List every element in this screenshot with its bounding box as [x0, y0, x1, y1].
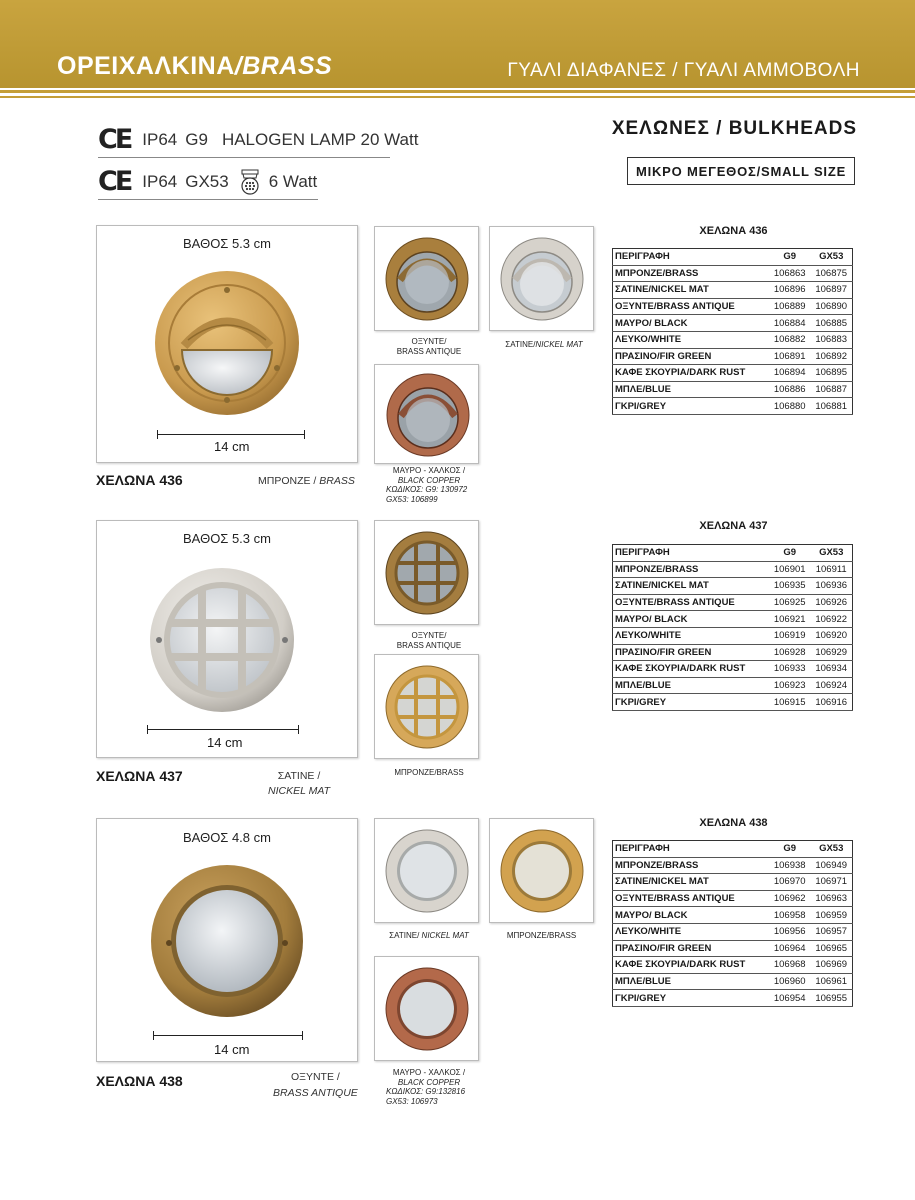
- column-header: ΠΕΡΙΓΡΑΦΗ: [613, 249, 769, 266]
- gx53-code-cell: 106892: [810, 348, 852, 365]
- description-cell: ΣΑΤΙΝΕ/NICKEL MAT: [613, 874, 769, 891]
- dimension-tick: [302, 1031, 303, 1040]
- table-row: [613, 298, 853, 315]
- thumb-437-brass: [374, 654, 479, 759]
- model-name: ΧΕΛΩΝΑ 438: [96, 1073, 183, 1089]
- description-cell: ΚΑΦΕ ΣΚΟΥΡΙΑ/DARK RUST: [613, 365, 769, 382]
- spec-ip: IP64: [142, 129, 178, 149]
- dimension-line: [157, 434, 305, 435]
- g9-code-cell: 106938: [769, 857, 810, 874]
- finish-gr: ΟΞΥΝΤΕ /: [290, 1071, 340, 1083]
- dimension-tick: [147, 725, 148, 734]
- dimension-tick: [304, 430, 305, 439]
- table-header-row: [613, 545, 853, 562]
- depth-label: ΒΑΘΟΣ 5.3 cm: [183, 531, 271, 546]
- gx53-code-cell: 106949: [810, 857, 852, 874]
- table-row: [613, 940, 853, 957]
- thumb-436-antique: [374, 226, 479, 331]
- spec-socket: GX53: [185, 171, 229, 191]
- spec-line-gx53: [98, 166, 325, 197]
- gx53-code-cell: 106959: [810, 907, 852, 924]
- dimension-tick: [153, 1031, 154, 1040]
- gx53-code-cell: 106934: [810, 661, 852, 678]
- description-cell: ΜΠΛΕ/BLUE: [613, 381, 769, 398]
- gx53-code-cell: 106936: [810, 578, 852, 595]
- table-row: [613, 331, 853, 348]
- bulkhead-437-brass-image: [384, 664, 470, 750]
- table-title: ΧΕΛΩΝΑ 437: [699, 520, 768, 532]
- gx53-code-cell: 106916: [810, 694, 852, 711]
- gx53-code-cell: 106965: [810, 940, 852, 957]
- depth-label: ΒΑΘΟΣ 5.3 cm: [183, 236, 271, 251]
- width-label: 14 cm: [214, 439, 250, 454]
- table-row: [613, 315, 853, 332]
- caption-line: ΜΑΥΡΟ - ΧΑΛΚΟΣ /: [392, 466, 466, 475]
- g9-code-cell: 106915: [769, 694, 810, 711]
- header-rule: [0, 96, 915, 98]
- thumb-caption: [374, 337, 484, 356]
- description-cell: ΣΑΤΙΝΕ/NICKEL MAT: [613, 578, 769, 595]
- dimension-tick: [298, 725, 299, 734]
- finish-en: BRASS: [319, 475, 355, 487]
- caption-line: ΚΩΔΙΚΟΣ: G9:132816: [386, 1087, 466, 1096]
- thumb-caption: [370, 931, 488, 941]
- caption-line: BRASS ANTIQUE: [396, 346, 462, 356]
- column-header: ΠΕΡΙΓΡΑΦΗ: [613, 545, 769, 562]
- model-name: ΧΕΛΩΝΑ 436: [96, 472, 183, 488]
- thumb-437-antique: [374, 520, 479, 625]
- bulkhead-436-copper-image: [385, 372, 471, 458]
- spec-rule: [98, 157, 390, 158]
- column-header: G9: [769, 249, 810, 266]
- g9-code-cell: 106880: [769, 398, 810, 415]
- dimension-line: [147, 729, 299, 730]
- description-cell: ΓΚΡΙ/GREY: [613, 398, 769, 415]
- g9-code-cell: 106923: [769, 677, 810, 694]
- caption-gr: ΣΑΤΙΝΕ/: [389, 931, 420, 940]
- spec-lamp: 6 Watt: [268, 171, 318, 191]
- table-row: [613, 857, 853, 874]
- spec-ip: IP64: [142, 171, 178, 191]
- column-header: G9: [769, 841, 810, 858]
- table-row: [613, 957, 853, 974]
- description-cell: ΚΑΦΕ ΣΚΟΥΡΙΑ/DARK RUST: [613, 661, 769, 678]
- table-row: [613, 365, 853, 382]
- bulkhead-438-brass-image: [499, 828, 585, 914]
- description-cell: ΓΚΡΙ/GREY: [613, 694, 769, 711]
- code-table-437: [612, 544, 853, 711]
- description-cell: ΛΕΥΚΟ/WHITE: [613, 923, 769, 940]
- g9-code-cell: 106960: [769, 973, 810, 990]
- thumb-438-nickel: [374, 818, 479, 923]
- gx53-code-cell: 106881: [810, 398, 852, 415]
- gx53-code-cell: 106887: [810, 381, 852, 398]
- description-cell: ΜΑΥΡΟ/ BLACK: [613, 315, 769, 332]
- table-row: [613, 398, 853, 415]
- ce-mark: CE: [98, 124, 131, 155]
- g9-code-cell: 106891: [769, 348, 810, 365]
- brand-title-sep: /: [234, 52, 243, 80]
- g9-code-cell: 106863: [769, 265, 810, 282]
- description-cell: ΠΡΑΣΙΝΟ/FIR GREEN: [613, 348, 769, 365]
- finish-en: BRASS ANTIQUE: [273, 1087, 358, 1099]
- table-header-row: [613, 841, 853, 858]
- g9-code-cell: 106886: [769, 381, 810, 398]
- description-cell: ΛΕΥΚΟ/WHITE: [613, 331, 769, 348]
- description-cell: ΜΠΡΟΝΖΕ/BRASS: [613, 857, 769, 874]
- g9-code-cell: 106933: [769, 661, 810, 678]
- caption-en: NICKEL MAT: [421, 931, 469, 940]
- width-label: 14 cm: [207, 735, 243, 750]
- description-cell: ΚΑΦΕ ΣΚΟΥΡΙΑ/DARK RUST: [613, 957, 769, 974]
- gx53-code-cell: 106963: [810, 890, 852, 907]
- bulkhead-437-antique-image: [384, 530, 470, 616]
- g9-code-cell: 106882: [769, 331, 810, 348]
- finish-en: NICKEL MAT: [268, 785, 331, 797]
- g9-code-cell: 106896: [769, 282, 810, 299]
- gx53-code-cell: 106924: [810, 677, 852, 694]
- dimension-tick: [157, 430, 158, 439]
- bulkhead-438-nickel-image: [384, 828, 470, 914]
- bulkhead-436-antique-image: [384, 236, 470, 322]
- table-row: [613, 611, 853, 628]
- caption-gr: ΣΑΤΙΝΕ/: [505, 340, 536, 349]
- product-photo-437: [96, 520, 358, 758]
- description-cell: ΟΞΥΝΤΕ/BRASS ANTIQUE: [613, 890, 769, 907]
- gx53-code-cell: 106926: [810, 594, 852, 611]
- table-row: [613, 923, 853, 940]
- g9-code-cell: 106894: [769, 365, 810, 382]
- header-rule: [0, 90, 915, 93]
- table-row: [613, 990, 853, 1007]
- gx53-code-cell: 106957: [810, 923, 852, 940]
- gx53-code-cell: 106911: [810, 561, 852, 578]
- finish-gr: ΣΑΤΙΝΕ /: [277, 770, 321, 782]
- table-row: [613, 874, 853, 891]
- table-row: [613, 348, 853, 365]
- gx53-code-cell: 106875: [810, 265, 852, 282]
- g9-code-cell: 106956: [769, 923, 810, 940]
- thumb-438-copper: [374, 956, 479, 1061]
- thumb-caption: [374, 466, 484, 504]
- g9-code-cell: 106935: [769, 578, 810, 595]
- caption-line: BLACK COPPER: [397, 475, 461, 485]
- table-row: [613, 907, 853, 924]
- finish-label: [273, 1069, 358, 1101]
- table-row: [613, 627, 853, 644]
- g9-code-cell: 106970: [769, 874, 810, 891]
- table-row: [613, 282, 853, 299]
- gx53-code-cell: 106920: [810, 627, 852, 644]
- table-row: [613, 694, 853, 711]
- table-header-row: [613, 249, 853, 266]
- thumb-436-copper: [374, 364, 479, 464]
- caption-line: BRASS ANTIQUE: [396, 640, 462, 650]
- g9-code-cell: 106964: [769, 940, 810, 957]
- gx53-code-cell: 106922: [810, 611, 852, 628]
- spec-socket: G9: [185, 129, 208, 149]
- description-cell: ΓΚΡΙ/GREY: [613, 990, 769, 1007]
- gx53-code-cell: 106955: [810, 990, 852, 1007]
- description-cell: ΜΑΥΡΟ/ BLACK: [613, 611, 769, 628]
- description-cell: ΠΡΑΣΙΝΟ/FIR GREEN: [613, 644, 769, 661]
- g9-code-cell: 106928: [769, 644, 810, 661]
- caption-line: ΟΞΥΝΤΕ/: [411, 337, 447, 346]
- size-badge: ΜΙΚΡΟ ΜΕΓΕΘΟΣ/SMALL SIZE: [627, 157, 855, 185]
- spec-line-g9: [98, 124, 426, 155]
- table-row: [613, 661, 853, 678]
- bulkhead-438-copper-image: [384, 966, 470, 1052]
- bulkhead-436-nickel-image: [499, 236, 585, 322]
- spec-rule: [98, 199, 318, 200]
- description-cell: ΜΠΛΕ/BLUE: [613, 677, 769, 694]
- finish-gr: ΜΠΡΟΝΖΕ /: [258, 475, 317, 487]
- description-cell: ΜΠΡΟΝΖΕ/BRASS: [613, 265, 769, 282]
- table-row: [613, 677, 853, 694]
- g9-code-cell: 106889: [769, 298, 810, 315]
- g9-code-cell: 106884: [769, 315, 810, 332]
- gx53-code-cell: 106971: [810, 874, 852, 891]
- description-cell: ΜΠΛΕ/BLUE: [613, 973, 769, 990]
- product-photo-436: [96, 225, 358, 463]
- table-row: [613, 561, 853, 578]
- table-row: [613, 594, 853, 611]
- description-cell: ΣΑΤΙΝΕ/NICKEL MAT: [613, 282, 769, 299]
- caption-line: ΚΩΔΙΚΟΣ: G9: 130972: [386, 485, 468, 494]
- table-row: [613, 578, 853, 595]
- thumb-436-nickel: [489, 226, 594, 331]
- finish-label: [268, 769, 330, 799]
- gx53-code-cell: 106929: [810, 644, 852, 661]
- depth-label: ΒΑΘΟΣ 4.8 cm: [183, 830, 271, 845]
- g9-code-cell: 106962: [769, 890, 810, 907]
- caption-line: GX53: 106973: [386, 1096, 438, 1106]
- dimension-line: [153, 1035, 303, 1036]
- width-label: 14 cm: [214, 1042, 250, 1057]
- section-title: ΧΕΛΩΝΕΣ / BULKHEADS: [611, 118, 857, 139]
- g9-code-cell: 106921: [769, 611, 810, 628]
- column-header: GX53: [810, 841, 852, 858]
- ce-mark: CE: [98, 166, 131, 197]
- g9-code-cell: 106954: [769, 990, 810, 1007]
- caption-line: ΜΠΡΟΝΖΕ/BRASS: [506, 931, 577, 940]
- gx53-code-cell: 106885: [810, 315, 852, 332]
- gx53-code-cell: 106890: [810, 298, 852, 315]
- brand-title-gr: ΟΡΕΙΧΑΛΚΙΝΑ: [57, 52, 235, 80]
- column-header: GX53: [810, 249, 852, 266]
- table-row: [613, 381, 853, 398]
- gx53-code-cell: 106969: [810, 957, 852, 974]
- thumb-caption: [374, 631, 484, 650]
- gx53-code-cell: 106883: [810, 331, 852, 348]
- caption-en: NICKEL MAT: [535, 340, 583, 349]
- caption-line: ΜΑΥΡΟ - ΧΑΛΚΟΣ /: [392, 1068, 466, 1077]
- thumb-438-brass: [489, 818, 594, 923]
- gx53-code-cell: 106961: [810, 973, 852, 990]
- table-row: [613, 265, 853, 282]
- bulkhead-437-nickel-image: [147, 565, 297, 715]
- description-cell: ΟΞΥΝΤΕ/BRASS ANTIQUE: [613, 594, 769, 611]
- thumb-caption: [374, 768, 484, 778]
- thumb-caption: [489, 931, 594, 941]
- g9-code-cell: 106968: [769, 957, 810, 974]
- caption-line: GX53: 106899: [386, 494, 438, 504]
- g9-code-cell: 106958: [769, 907, 810, 924]
- description-cell: ΜΑΥΡΟ/ BLACK: [613, 907, 769, 924]
- spec-lamp: HALOGEN LAMP 20 Watt: [221, 129, 419, 149]
- bulkhead-436-brass-image: [152, 268, 302, 418]
- description-cell: ΛΕΥΚΟ/WHITE: [613, 627, 769, 644]
- description-cell: ΠΡΑΣΙΝΟ/FIR GREEN: [613, 940, 769, 957]
- description-cell: ΟΞΥΝΤΕ/BRASS ANTIQUE: [613, 298, 769, 315]
- table-row: [613, 890, 853, 907]
- brand-title: [57, 52, 332, 81]
- caption-line: BLACK COPPER: [397, 1077, 461, 1087]
- table-title: ΧΕΛΩΝΑ 438: [699, 817, 768, 829]
- gx53-code-cell: 106897: [810, 282, 852, 299]
- description-cell: ΜΠΡΟΝΖΕ/BRASS: [613, 561, 769, 578]
- caption-line: ΜΠΡΟΝΖΕ/BRASS: [394, 768, 464, 777]
- thumb-caption: [489, 340, 599, 350]
- led-lamp-icon: [239, 169, 261, 195]
- g9-code-cell: 106901: [769, 561, 810, 578]
- g9-code-cell: 106919: [769, 627, 810, 644]
- table-row: [613, 973, 853, 990]
- glass-type-title: ΓΥΑΛΙ ΔΙΑΦΑΝΕΣ / ΓΥΑΛΙ ΑΜΜΟΒΟΛΗ: [507, 60, 860, 81]
- column-header: G9: [769, 545, 810, 562]
- code-table-436: [612, 248, 853, 415]
- brand-title-en: BRASS: [242, 52, 333, 80]
- gx53-code-cell: 106895: [810, 365, 852, 382]
- bulkhead-438-antique-image: [149, 863, 305, 1019]
- table-row: [613, 644, 853, 661]
- column-header: ΠΕΡΙΓΡΑΦΗ: [613, 841, 769, 858]
- finish-label: [258, 475, 355, 487]
- caption-line: ΟΞΥΝΤΕ/: [411, 631, 447, 640]
- code-table-438: [612, 840, 853, 1007]
- model-name: ΧΕΛΩΝΑ 437: [96, 768, 183, 784]
- g9-code-cell: 106925: [769, 594, 810, 611]
- table-title: ΧΕΛΩΝΑ 436: [699, 225, 768, 237]
- product-photo-438: [96, 818, 358, 1062]
- column-header: GX53: [810, 545, 852, 562]
- thumb-caption: [374, 1068, 484, 1106]
